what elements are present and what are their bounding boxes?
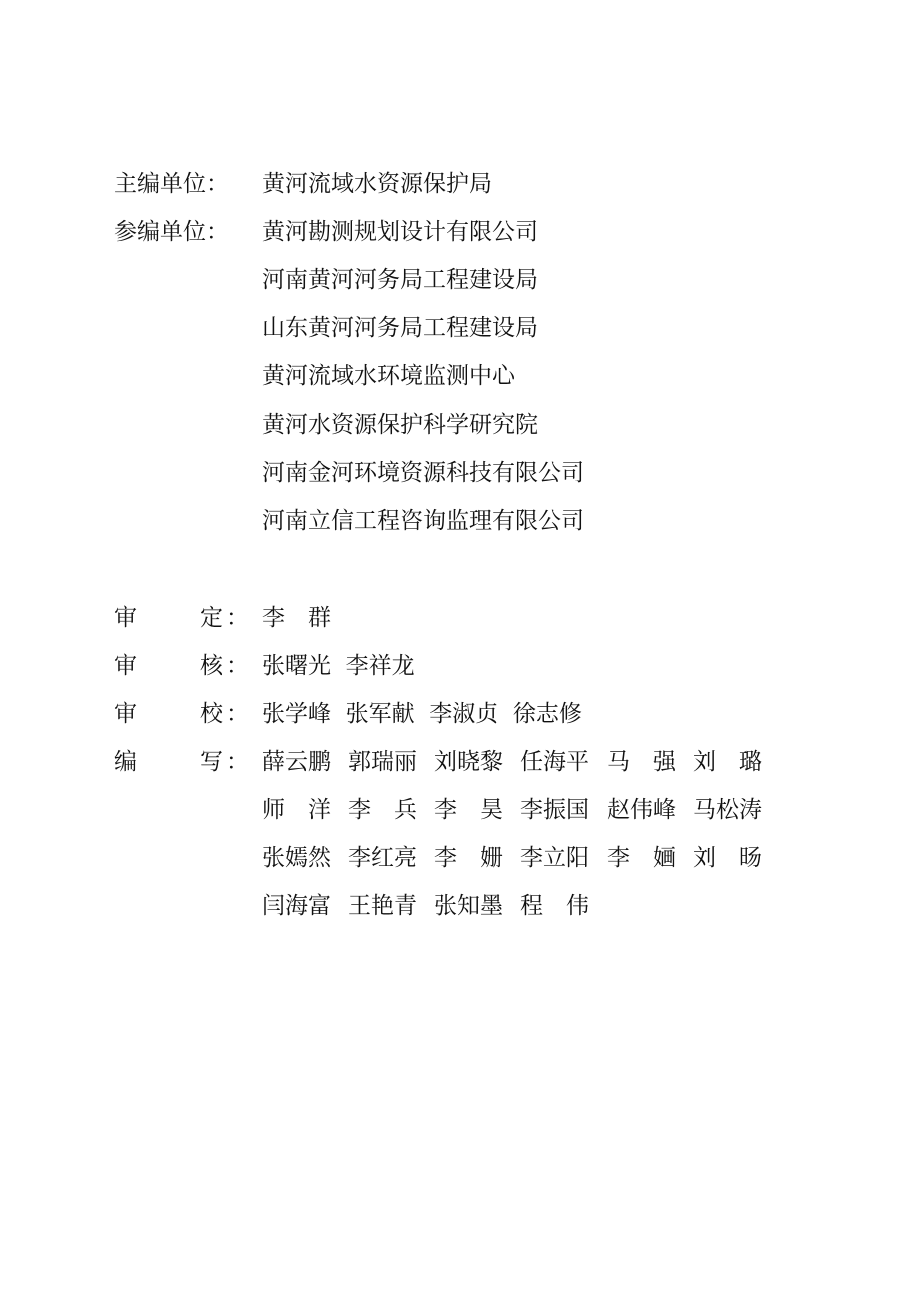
writer-name: 任海平 bbox=[520, 749, 589, 775]
co-editor-org: 河南黄河河务局工程建设局 bbox=[262, 267, 538, 293]
proofread-colon: ： bbox=[226, 701, 249, 727]
writer-name: 赵伟峰 bbox=[607, 797, 676, 823]
approval-names: 李 群 bbox=[262, 605, 331, 631]
approval-role-char-1: 审 bbox=[114, 605, 137, 631]
writer-name: 李 姗 bbox=[434, 845, 503, 871]
proofread-names: 张学峰 张军献 李淑贞 徐志修 bbox=[262, 701, 582, 727]
writer-name: 张嫣然 bbox=[262, 845, 331, 871]
writers-row-4 bbox=[262, 889, 782, 923]
co-editor-org: 河南金河环境资源科技有限公司 bbox=[262, 460, 584, 486]
writer-name: 王艳青 bbox=[348, 893, 417, 919]
writer-name: 李红亮 bbox=[348, 845, 417, 871]
co-editor-org: 山东黄河河务局工程建设局 bbox=[262, 315, 538, 341]
chief-editor-org: 黄河流域水资源保护局 bbox=[262, 171, 492, 197]
writer-name: 程 伟 bbox=[520, 893, 589, 919]
review-role-char-2: 核 bbox=[200, 653, 223, 679]
writer-name: 闫海富 bbox=[262, 893, 331, 919]
approval-role-char-2: 定 bbox=[200, 605, 223, 631]
co-editor-org: 黄河勘测规划设计有限公司 bbox=[262, 219, 538, 245]
writer-name: 李 婳 bbox=[607, 845, 676, 871]
review-role-char-1: 审 bbox=[114, 653, 137, 679]
writers-role-char-1: 编 bbox=[114, 749, 137, 775]
writer-name: 马 强 bbox=[607, 749, 676, 775]
writer-name: 李 昊 bbox=[434, 797, 503, 823]
writer-name: 李 兵 bbox=[348, 797, 417, 823]
review-names: 张曙光 李祥龙 bbox=[262, 653, 415, 679]
writer-name: 郭瑞丽 bbox=[348, 749, 417, 775]
writer-name: 刘 璐 bbox=[693, 749, 762, 775]
co-editor-org: 河南立信工程咨询监理有限公司 bbox=[262, 508, 584, 534]
co-editor-org: 黄河水资源保护科学研究院 bbox=[262, 412, 538, 438]
chief-editor-label: 主编单位： bbox=[114, 171, 229, 197]
writers-row-3 bbox=[262, 841, 782, 875]
review-colon: ： bbox=[226, 653, 249, 679]
writer-name: 刘 旸 bbox=[693, 845, 762, 871]
writer-name: 刘晓黎 bbox=[434, 749, 503, 775]
writer-name: 师 洋 bbox=[262, 797, 331, 823]
writers-colon: ： bbox=[226, 749, 249, 775]
writer-name: 马松涛 bbox=[693, 797, 762, 823]
proofread-role-char-2: 校 bbox=[200, 701, 223, 727]
writer-name: 张知墨 bbox=[434, 893, 503, 919]
writer-name: 薛云鹏 bbox=[262, 749, 331, 775]
writer-name: 李振国 bbox=[520, 797, 589, 823]
approval-colon: ： bbox=[226, 605, 249, 631]
writers-row-2 bbox=[262, 793, 782, 827]
proofread-role-char-1: 审 bbox=[114, 701, 137, 727]
writers-row-1 bbox=[262, 745, 782, 779]
co-editor-org: 黄河流域水环境监测中心 bbox=[262, 363, 515, 389]
writers-role-char-2: 写 bbox=[200, 749, 223, 775]
co-editors-label: 参编单位： bbox=[114, 219, 229, 245]
writer-name: 李立阳 bbox=[520, 845, 589, 871]
